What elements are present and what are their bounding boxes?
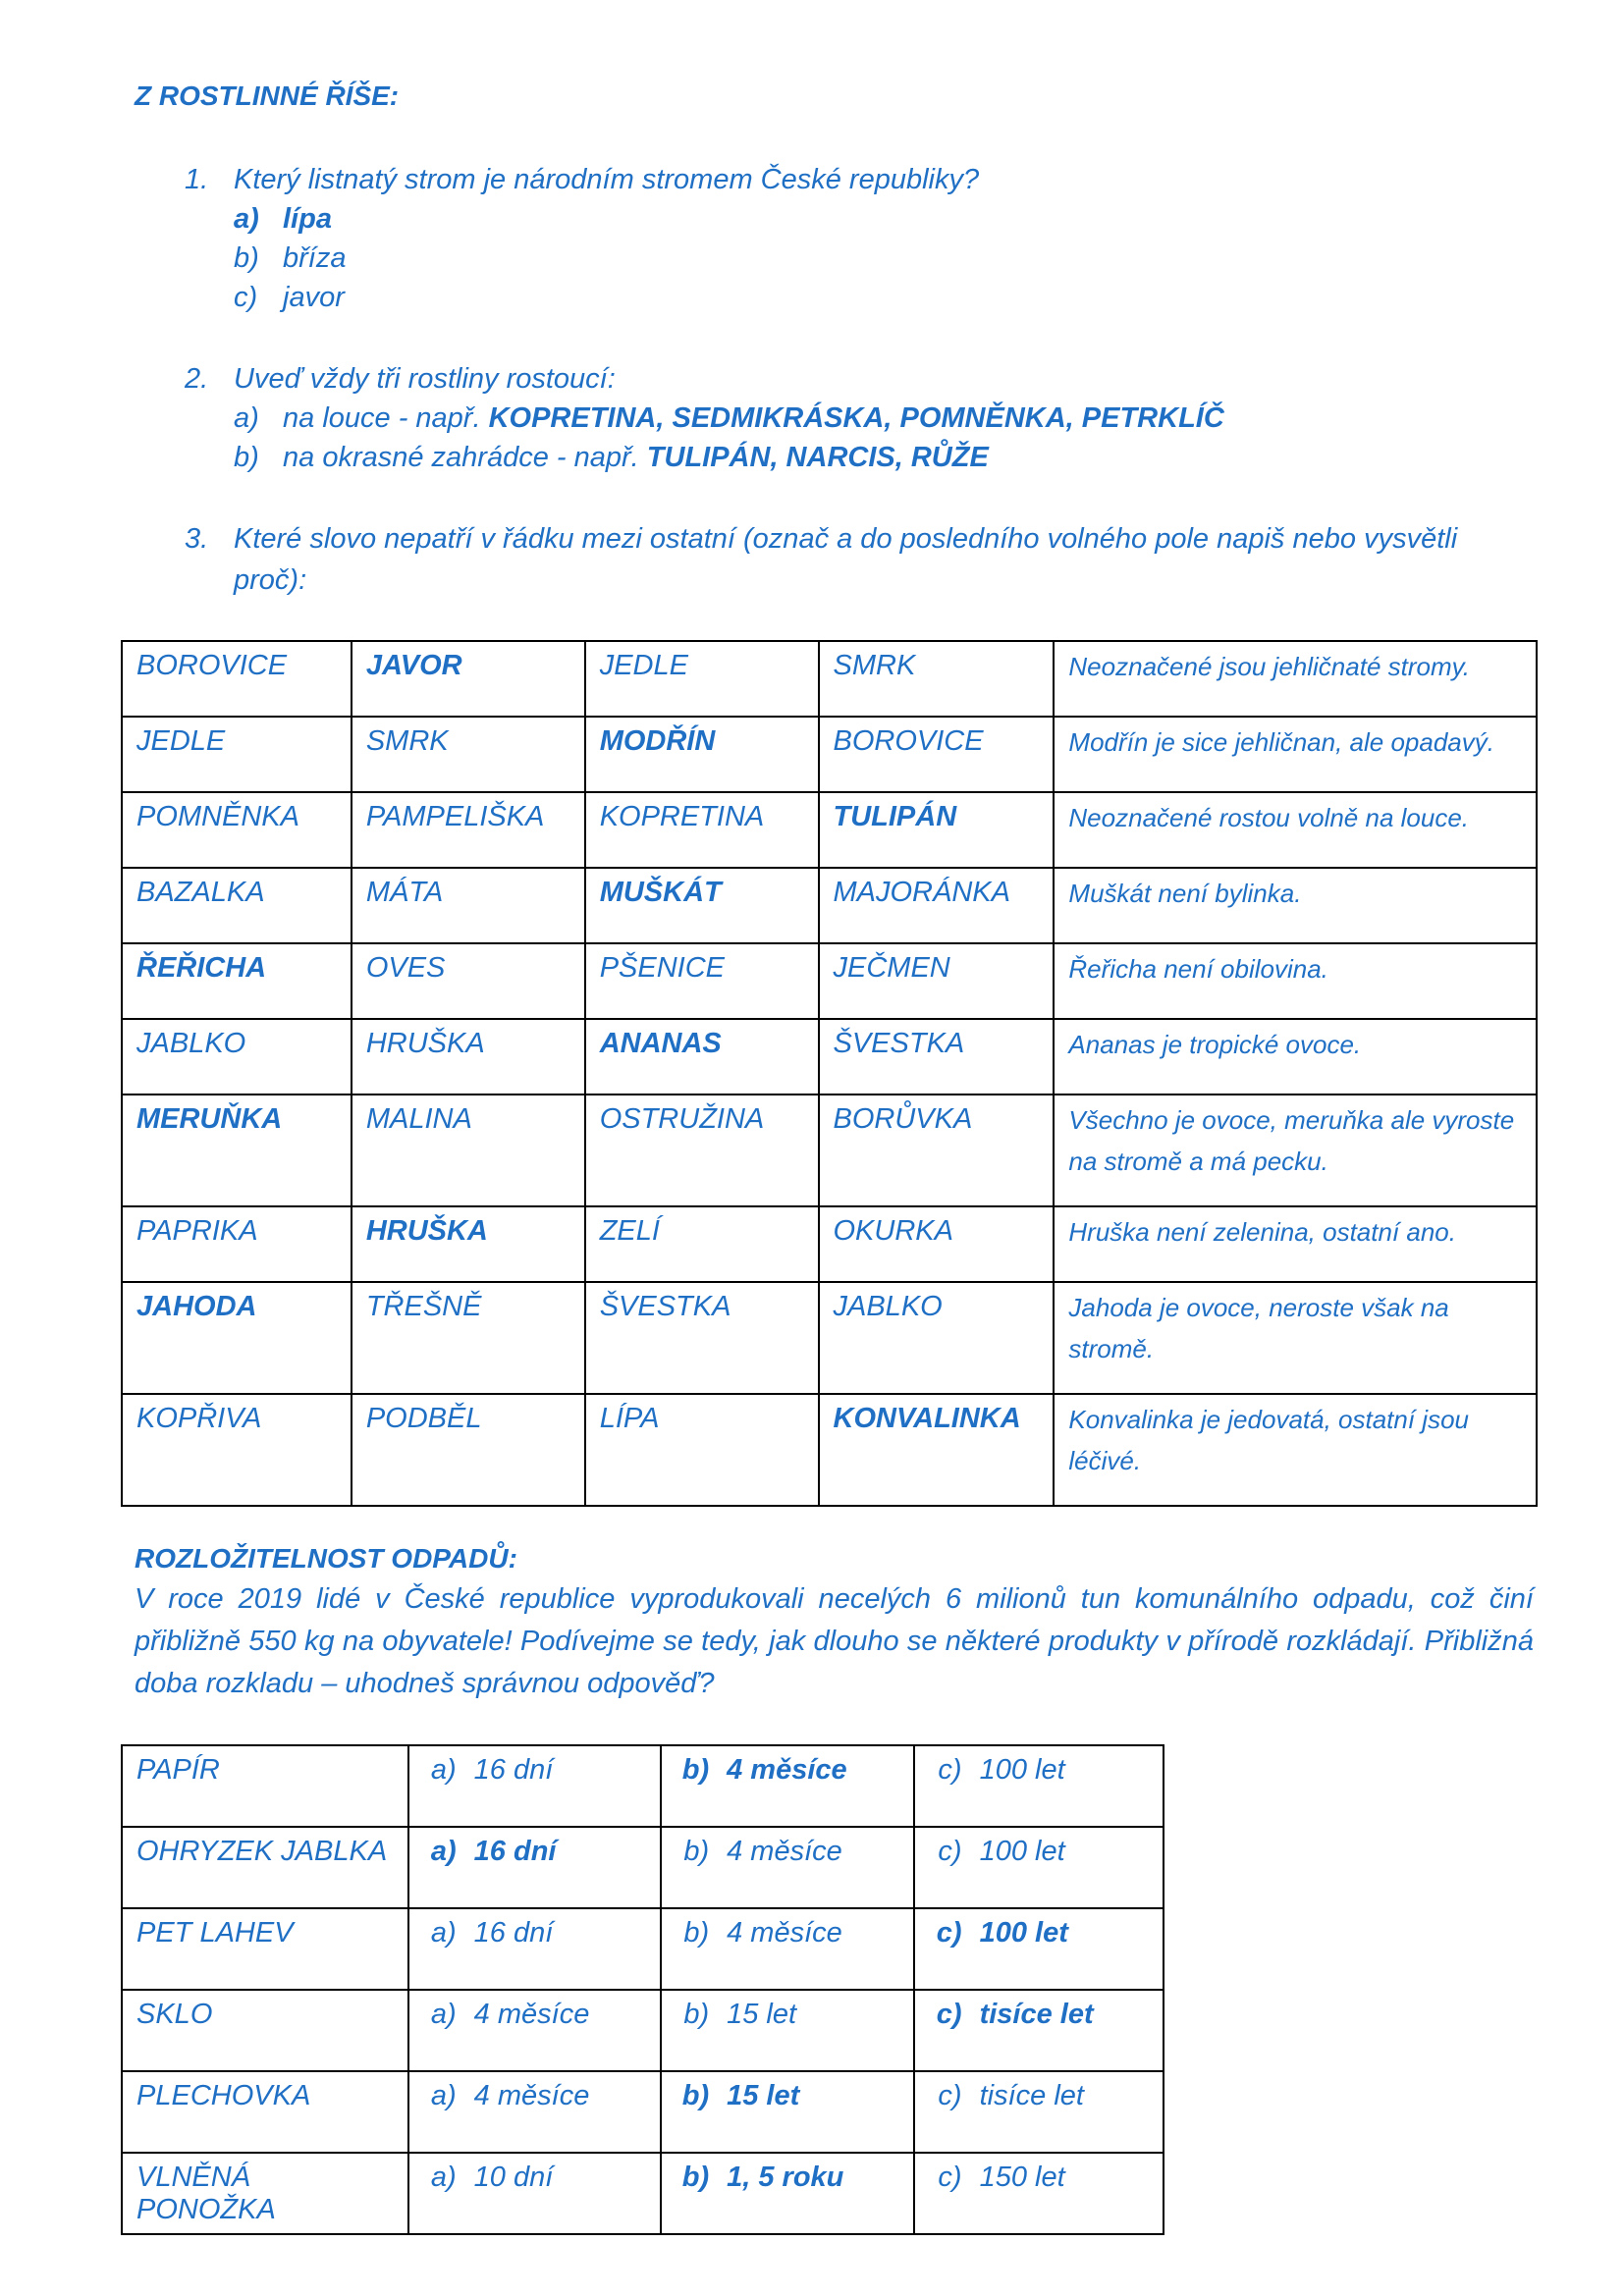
section-title-waste: ROZLOŽITELNOST ODPADŮ: [135,1543,517,1574]
answer-value: 100 let [979,1836,1065,1867]
word-cell: SMRK [352,717,585,792]
option-letter: b) [234,242,259,274]
table-row [122,717,1537,792]
waste-item-cell: SKLO [122,1990,408,2071]
question-2 [185,359,1461,399]
question-2-option-b [234,438,989,477]
word-cell: OKURKA [819,1206,1055,1282]
odd-one-out-table [121,640,1538,1507]
answer-letter: a) [430,2162,457,2193]
waste-intro-text: V roce 2019 lidé v České republice vyprodukovali necelých 6 milionů tun komunálního odpadu, což činí přibližně 550 kg na obyvatele! Podívejme se tedy, jak dlouho se některé produkty v přírodě rozkládají. Přibližná doba rozkladu – uhodneš správnou odpověď? [135,1583,1534,1699]
question-text-line-1: Které slovo nepatří v řádku mezi ostatní (označ a do posledního volného pole napiš nebo vysvětli [234,523,1458,555]
word-cell: KOPRETINA [585,792,819,868]
waste-item-cell: OHRYZEK JABLKA [122,1827,408,1908]
answer-value: 15 let [727,2080,800,2111]
word-cell: ZELÍ [585,1206,819,1282]
table-row [122,1282,1537,1394]
correct-answer-cell [661,2071,913,2153]
word-cell: MÁTA [352,868,585,943]
odd-word-cell: MERUŇKA [122,1095,352,1206]
answer-cell [408,1990,661,2071]
odd-word-cell: JAHODA [122,1282,352,1394]
odd-word-cell: MODŘÍN [585,717,819,792]
answer-letter: b) [681,2162,710,2193]
table-row [122,2153,1164,2234]
answer-value: 150 let [979,2162,1065,2193]
answer-letter: a) [430,1836,457,1867]
word-cell: BORŮVKA [819,1095,1055,1206]
explanation-cell: Všechno je ovoce, meruňka ale vyroste na stromě a má pecku. [1054,1095,1537,1206]
table-row [122,1206,1537,1282]
answer-value: 4 měsíce [473,2080,590,2111]
option-prefix: na okrasné zahrádce - např. [283,442,647,473]
word-cell: MALINA [352,1095,585,1206]
explanation-cell: Řeřicha není obilovina. [1054,943,1537,1019]
answer-cell [408,1745,661,1827]
explanation-cell: Jahoda je ovoce, neroste však na stromě. [1054,1282,1537,1394]
question-number: 1. [185,164,209,195]
table-row [122,2071,1164,2153]
correct-answer-cell [408,1827,661,1908]
answer-value: 10 dní [473,2162,554,2193]
answer-value: 16 dní [473,1754,554,1786]
answer-value: 4 měsíce [727,1754,847,1786]
explanation-cell: Modřín je sice jehličnan, ale opadavý. [1054,717,1537,792]
table-row [122,641,1537,717]
answer-cell [914,2071,1164,2153]
word-cell: JEDLE [122,717,352,792]
explanation-cell: Muškát není bylinka. [1054,868,1537,943]
correct-answer-cell [914,1908,1164,1990]
word-cell: TŘEŠNĚ [352,1282,585,1394]
explanation-cell: Hruška není zelenina, ostatní ano. [1054,1206,1537,1282]
table-row [122,868,1537,943]
word-cell: BAZALKA [122,868,352,943]
correct-answer-cell [661,1745,913,1827]
answer-letter: c) [938,1836,962,1867]
answer-cell [408,1908,661,1990]
question-text: Uveď vždy tři rostliny rostoucí: [234,363,616,395]
word-cell: SMRK [819,641,1055,717]
table-row [122,943,1537,1019]
answer-value: tisíce let [979,1999,1094,2030]
answer-value: 4 měsíce [727,1836,842,1867]
explanation-cell: Ananas je tropické ovoce. [1054,1019,1537,1095]
question-number: 2. [185,363,209,395]
word-cell: OSTRUŽINA [585,1095,819,1206]
answer-cell [661,1990,913,2071]
answer-letter: c) [938,2080,962,2111]
odd-word-cell: JAVOR [352,641,585,717]
answer-value: 100 let [979,1754,1065,1786]
waste-item-cell: VLNĚNÁ PONOŽKA [122,2153,408,2234]
answer-letter: b) [683,1836,710,1867]
answer-cell [661,1827,913,1908]
word-cell: BOROVICE [819,717,1055,792]
waste-item-cell: PLECHOVKA [122,2071,408,2153]
table-row [122,1908,1164,1990]
odd-word-cell: KONVALINKA [819,1394,1055,1506]
explanation-cell: Neoznačené jsou jehličnaté stromy. [1054,641,1537,717]
answer-letter: a) [430,1917,457,1949]
correct-answer-cell [661,2153,913,2234]
waste-item-cell: PAPÍR [122,1745,408,1827]
answer-value: 4 měsíce [473,1999,590,2030]
option-letter: c) [234,282,258,313]
word-cell: PŠENICE [585,943,819,1019]
word-cell: HRUŠKA [352,1019,585,1095]
answer-cell [914,1745,1164,1827]
answer-letter: a) [430,1754,457,1786]
question-1-option [234,239,346,278]
answer-letter: b) [681,1754,710,1786]
explanation-cell: Neoznačené rostou volně na louce. [1054,792,1537,868]
option-answer: KOPRETINA, SEDMIKRÁSKA, POMNĚNKA, PETRKLÍČ [488,402,1224,434]
table-row [122,792,1537,868]
answer-cell [408,2071,661,2153]
answer-value: 15 let [727,1999,797,2030]
question-2-option-a [234,399,1224,438]
answer-value: tisíce let [979,2080,1084,2111]
explanation-cell: Konvalinka je jedovatá, ostatní jsou léčivé. [1054,1394,1537,1506]
question-1 [185,160,1461,199]
option-letter: a) [234,402,259,434]
question-number: 3. [185,523,209,555]
correct-answer-cell [914,1990,1164,2071]
answer-value: 16 dní [473,1917,554,1949]
question-1-option [234,278,345,317]
option-answer: TULIPÁN, NARCIS, RŮŽE [646,442,989,473]
word-cell: JEDLE [585,641,819,717]
option-text: lípa [283,203,332,235]
question-text-line-2: proč): [234,564,307,596]
word-cell: JABLKO [122,1019,352,1095]
answer-cell [661,1908,913,1990]
word-cell: PAMPELIŠKA [352,792,585,868]
word-cell: OVES [352,943,585,1019]
answer-value: 100 let [979,1917,1068,1949]
answer-letter: a) [430,1999,457,2030]
word-cell: ŠVESTKA [819,1019,1055,1095]
answer-letter: b) [681,2080,710,2111]
odd-word-cell: TULIPÁN [819,792,1055,868]
question-text: Který listnatý strom je národním stromem České republiky? [234,164,980,195]
answer-letter: b) [683,1999,710,2030]
word-cell: JEČMEN [819,943,1055,1019]
table-row [122,1990,1164,2071]
answer-cell [408,2153,661,2234]
word-cell: PAPRIKA [122,1206,352,1282]
answer-value: 16 dní [473,1836,557,1867]
answer-letter: c) [938,1754,962,1786]
table-row [122,1827,1164,1908]
option-letter: a) [234,203,259,235]
answer-letter: a) [430,2080,457,2111]
question-3 [185,519,1540,608]
table-row [122,1394,1537,1506]
option-letter: b) [234,442,259,473]
decomposition-table [121,1744,1164,2235]
word-cell: KOPŘIVA [122,1394,352,1506]
option-prefix: na louce - např. [283,402,489,434]
answer-cell [914,1827,1164,1908]
table-row [122,1019,1537,1095]
answer-value: 1, 5 roku [727,2162,844,2193]
word-cell: ŠVESTKA [585,1282,819,1394]
option-text: bříza [283,242,347,274]
answer-letter: c) [936,1999,962,2030]
odd-word-cell: MUŠKÁT [585,868,819,943]
answer-letter: c) [938,2162,962,2193]
odd-word-cell: HRUŠKA [352,1206,585,1282]
answer-letter: b) [683,1917,710,1949]
answer-letter: c) [936,1917,962,1949]
word-cell: PODBĚL [352,1394,585,1506]
section-title-plants: Z ROSTLINNÉ ŘÍŠE: [135,80,400,111]
word-cell: MAJORÁNKA [819,868,1055,943]
word-cell: JABLKO [819,1282,1055,1394]
table-row [122,1095,1537,1206]
waste-item-cell: PET LAHEV [122,1908,408,1990]
word-cell: POMNĚNKA [122,792,352,868]
table-row [122,1745,1164,1827]
option-text: javor [283,282,345,313]
answer-cell [914,2153,1164,2234]
odd-word-cell: ANANAS [585,1019,819,1095]
question-1-option [234,199,332,239]
word-cell: LÍPA [585,1394,819,1506]
odd-word-cell: ŘEŘICHA [122,943,352,1019]
word-cell: BOROVICE [122,641,352,717]
answer-value: 4 měsíce [727,1917,842,1949]
